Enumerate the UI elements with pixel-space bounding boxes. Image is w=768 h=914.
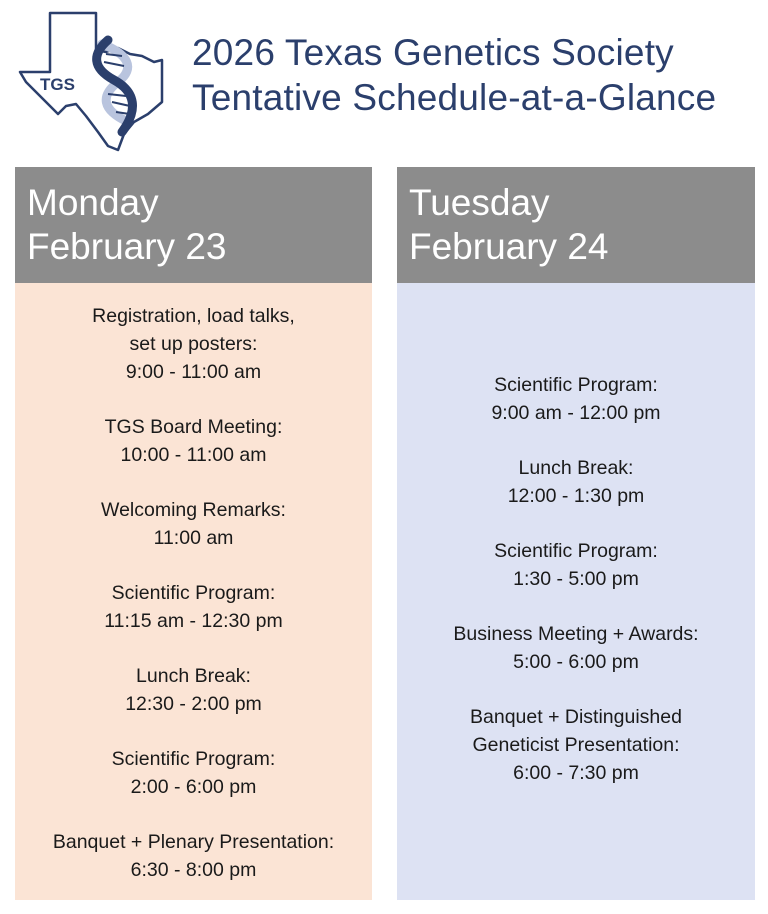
event-line: Scientific Program:: [494, 374, 658, 396]
tuesday-schedule: [397, 283, 755, 900]
tuesday-header: [397, 167, 755, 283]
event-line: Lunch Break:: [136, 665, 251, 687]
event-line: Banquet + Distinguished: [470, 706, 682, 728]
schedule-event: [15, 745, 372, 801]
page-title-line-1: 2026 Texas Genetics Society: [192, 32, 674, 73]
schedule-event: [397, 537, 755, 593]
schedule-event: [397, 620, 755, 676]
event-time: 6:30 - 8:00 pm: [130, 859, 257, 881]
schedule-event: [15, 496, 372, 552]
event-line: Registration, load talks,: [92, 305, 295, 327]
schedule-event: [15, 579, 372, 635]
texas-dna-logo-icon: [18, 10, 174, 156]
event-time: 11:00 am: [153, 527, 234, 549]
page-title-line-2: Tentative Schedule-at-a-Glance: [192, 77, 717, 118]
monday-day-label: Monday: [27, 182, 159, 223]
schedule-event: [397, 454, 755, 510]
event-line: Business Meeting + Awards:: [453, 623, 699, 645]
schedule-event: [15, 662, 372, 718]
event-line: Banquet + Plenary Presentation:: [52, 831, 335, 853]
event-time: 9:00 am - 12:00 pm: [491, 402, 661, 424]
event-line: Geneticist Presentation:: [472, 734, 680, 756]
page-title: [192, 30, 762, 120]
event-time: 10:00 - 11:00 am: [120, 444, 267, 466]
event-line: Welcoming Remarks:: [101, 499, 286, 521]
monday-header: [15, 167, 372, 283]
event-time: 6:00 - 7:30 pm: [513, 762, 639, 784]
monday-date-label: February 23: [27, 226, 227, 267]
event-line: Lunch Break:: [518, 457, 634, 479]
schedule-event: [397, 703, 755, 787]
tuesday-column: [397, 167, 755, 900]
event-time: 1:30 - 5:00 pm: [513, 568, 639, 590]
tuesday-day-label: Tuesday: [409, 182, 550, 223]
event-time: 11:15 am - 12:30 pm: [104, 610, 283, 632]
schedule-event: [397, 371, 755, 427]
monday-schedule: [15, 283, 372, 900]
tuesday-date-label: February 24: [409, 226, 609, 267]
event-line: Scientific Program:: [111, 748, 276, 770]
event-line: Scientific Program:: [494, 540, 658, 562]
event-line: set up posters:: [129, 333, 258, 355]
monday-column: [15, 167, 372, 900]
schedule-event: [15, 413, 372, 469]
event-time: 12:30 - 2:00 pm: [125, 693, 262, 715]
event-time: 5:00 - 6:00 pm: [513, 651, 639, 673]
event-line: TGS Board Meeting:: [104, 416, 283, 438]
event-line: Scientific Program:: [111, 582, 276, 604]
event-time: 2:00 - 6:00 pm: [130, 776, 257, 798]
event-time: 9:00 - 11:00 am: [125, 361, 262, 383]
schedule-event: [15, 302, 372, 386]
logo-text: TGS: [40, 75, 75, 94]
tgs-logo: [18, 10, 174, 156]
schedule-event: [15, 828, 372, 884]
event-time: 12:00 - 1:30 pm: [507, 485, 645, 507]
